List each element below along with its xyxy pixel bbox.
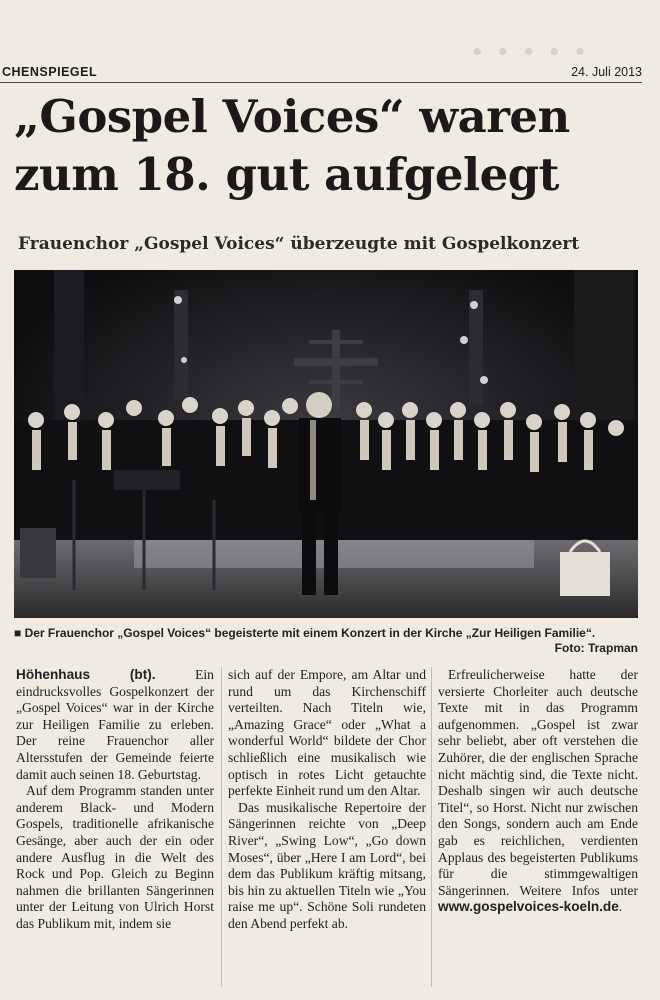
column-divider [431, 667, 432, 987]
column-2-paragraph-2: Das musikalische Repertoire der Sängerinnen reichte von „Deep River“, „Swing Low“, „Go down Moses“, über „Here I am Lord“, bei dem das Publikum kräftig mitsang, bis hin zu aktuellen Titeln wie „You raise me up“. Schöne Soli rundeten den Abend perfekt ab. [228, 799, 426, 931]
column-1-text-1: Ein eindrucksvolles Gospelkonzert der „Gospel Voices“ war in der Kirche zur Heiligen Familie zu erleben. Der reine Frauenchor aller Altersstufen der Gemeinde feierte damit auch seinen 18. Geburtstag. [16, 667, 214, 782]
column-1-paragraph-1 [16, 667, 214, 783]
article-column-2 [228, 667, 426, 933]
article-subheadline: Frauenchor „Gospel Voices“ überzeugte mit Gospelkonzert [18, 234, 580, 254]
column-2-paragraph-1: sich auf der Empore, am Altar und rund um das Kirchenschiff verteilten. Nach Titeln wie, „Amazing Grace“ oder „What a wonderful World“ bildete der Chor schließlich eine musikalisch wie optisch in rotes Licht getauchte perfekte Einheit rund um den Altar. [228, 667, 426, 799]
article-column-3 [438, 667, 638, 916]
dateline: Höhenhaus (bt). [16, 667, 156, 682]
caption-text: ■ Der Frauenchor „Gospel Voices“ begeisterte mit einem Konzert in der Kirche „Zur Heiligen Familie“. [14, 626, 596, 640]
column-3-paragraph-1 [438, 667, 638, 916]
choir-photo [14, 270, 638, 618]
bleed-through-text: · · · · · [470, 28, 588, 76]
photo-credit: Foto: Trapman [554, 641, 638, 655]
column-3-end: . [618, 899, 623, 915]
choir-photo-image [14, 270, 638, 618]
column-divider [221, 667, 222, 987]
issue-date: 24. Juli 2013 [571, 65, 642, 79]
headline-line-2: zum 18. gut aufgelegt [14, 148, 559, 201]
column-1-paragraph-2: Auf dem Programm standen unter anderem Black- und Modern Gospels, traditionelle afrikanische Gesänge, aber auch der ein oder andere Ausflug in die Welt des Rock und Pop. Gleich zu Beginn nahmen die brillanten Sängerinnen unter der Leitung von Ulrich Horst das Publikum mit, indem sie [16, 783, 214, 931]
website-link[interactable]: www.gospelvoices-koeln.de [438, 899, 619, 915]
newspaper-header-bar [0, 64, 642, 83]
section-name: CHENSPIEGEL [2, 65, 98, 79]
photo-caption [14, 626, 638, 655]
headline-line-1: „Gospel Voices“ waren [14, 90, 570, 143]
column-3-text: Erfreulicherweise hatte der versierte Chorleiter auch deutsche Texte mit in das Programm aufgenommen. „Gospel ist zwar sehr beliebt, aber oft verstehen die Zuhörer, die der englischen Sprache nicht mächtig sind, die Texte nicht. Deshalb singen wir auch deutsche Titel“, so Horst. Nicht nur zwischen den Songs, sondern auch am Ende gab es reichlichen, verdienten Applaus des begeisterten Publikums für die stimmgewaltigen Sängerinnen. Weitere Infos unter [438, 667, 638, 898]
article-headline [14, 88, 644, 204]
article-column-1 [16, 667, 214, 933]
